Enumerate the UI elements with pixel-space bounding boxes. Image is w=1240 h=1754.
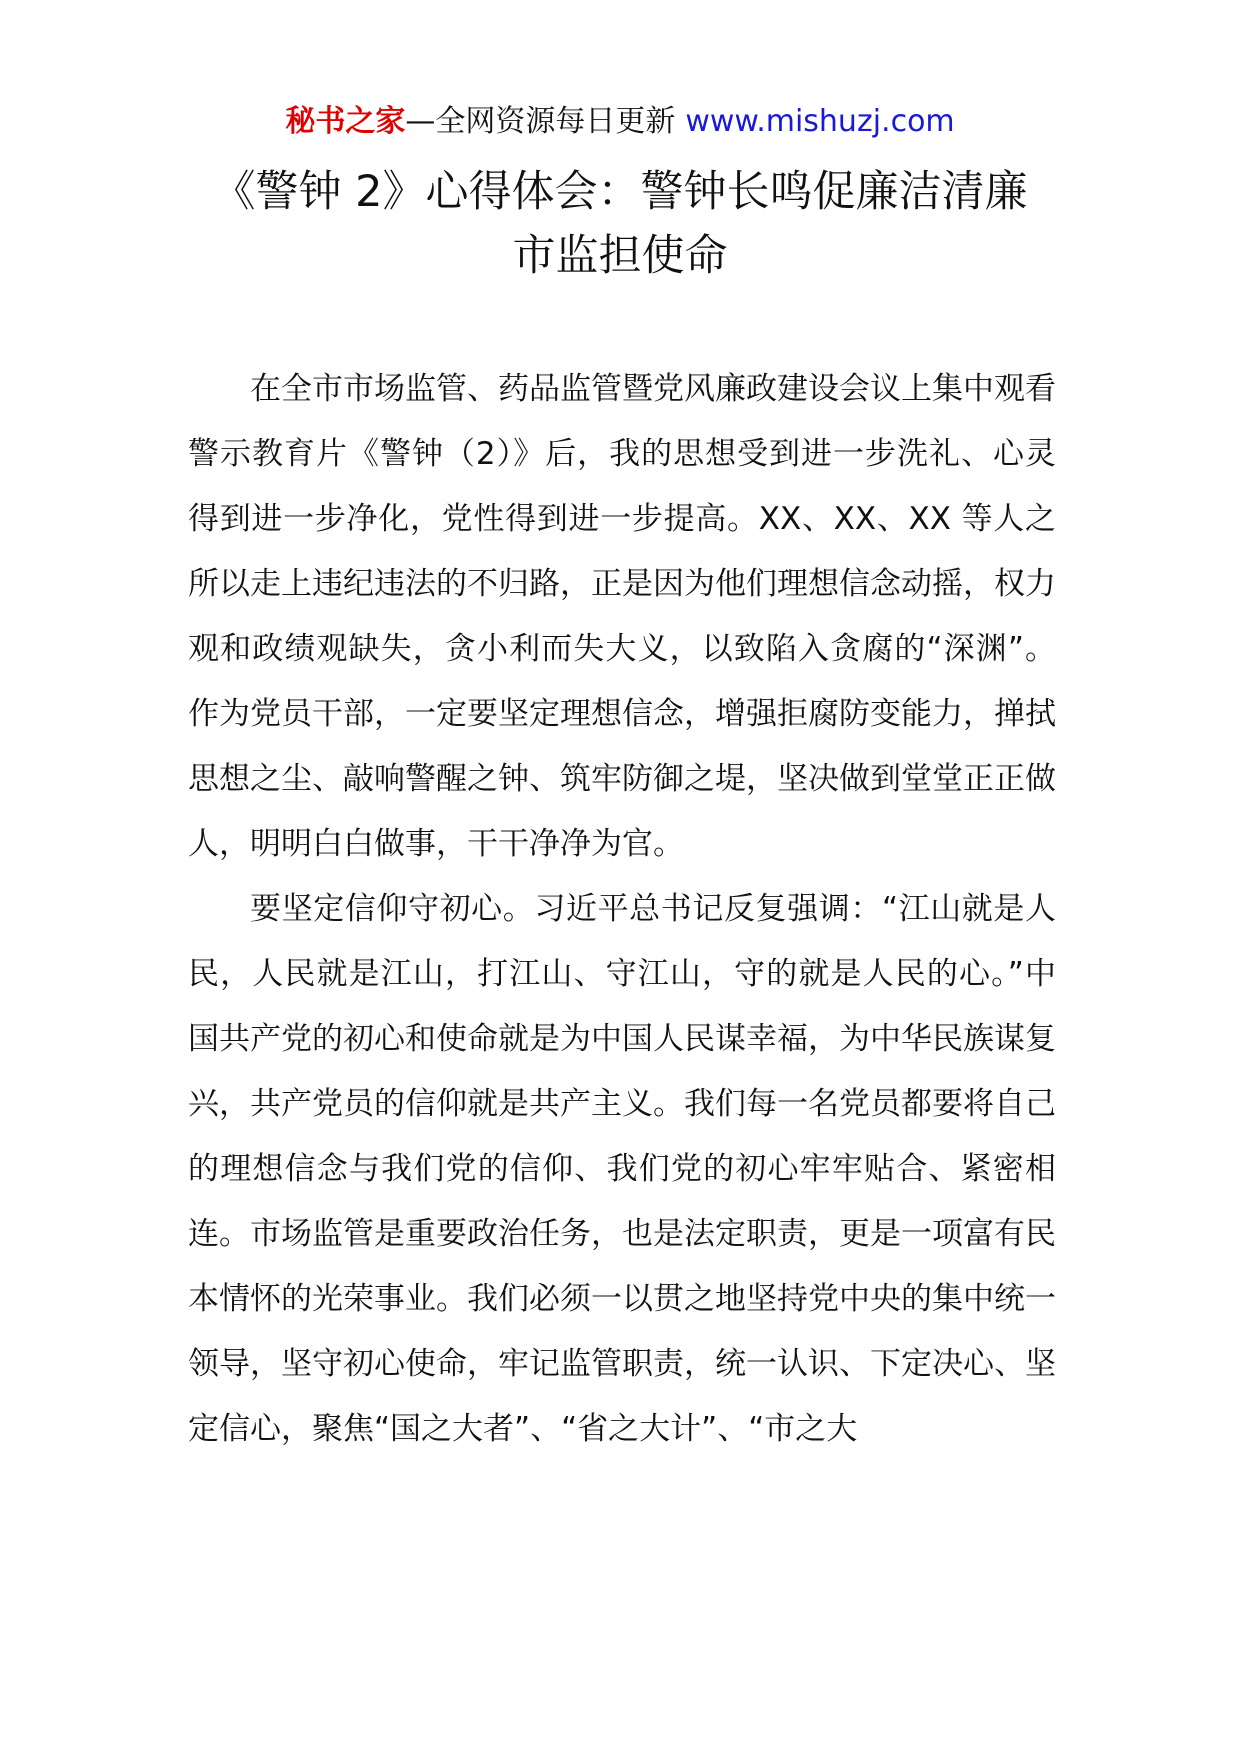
site-tagline: —全网资源每日更新 xyxy=(405,104,676,139)
site-url[interactable]: www.mishuzj.com xyxy=(685,104,955,139)
body-paragraph-1: 在全市市场监管、药品监管暨党风廉政建设会议上集中观看警示教育片《警钟（2）》后，我的思想受到进一步洗礼、心灵得到进一步净化，党性得到进一步提高。XX、XX、XX 等人之所以走上违纪违法的不归路，正是因为他们理想信念动摇，权力观和政绩观缺失，贪小利而失大义，以致陷入贪腐的“深渊”。作为党员干部，一定要坚定理想信念，增强拒腐防变能力，掸拭思想之尘、敲响警醒之钟、筑牢防御之堤，坚决做到堂堂正正做人，明明白白做事，干干净净为官。 xyxy=(188,371,1056,862)
document-title xyxy=(150,160,1090,288)
site-header xyxy=(0,100,1240,144)
document-title-line-1: 《警钟 2》心得体会：警钟长鸣促廉洁清廉 xyxy=(212,167,1028,217)
body-paragraph-2: 要坚定信仰守初心。习近平总书记反复强调：“江山就是人民，人民就是江山，打江山、守江山，守的就是人民的心。”中国共产党的初心和使命就是为中国人民谋幸福，为中华民族谋复兴，共产党员的信仰就是共产主义。我们每一名党员都要将自己的理想信念与我们党的信仰、我们党的初心牢牢贴合、紧密相连。市场监管是重要政治任务，也是法定职责，更是一项富有民本情怀的光荣事业。我们必须一以贯之地坚持党中央的集中统一领导，坚守初心使命，牢记监管职责，统一认识、下定决心、坚定信心，聚焦“国之大者”、“省之大计”、“市之大 xyxy=(188,891,1056,1447)
site-brand: 秘书之家 xyxy=(285,104,406,139)
document-title-line-2: 市监担使命 xyxy=(512,231,728,281)
document-body xyxy=(188,357,1056,1462)
